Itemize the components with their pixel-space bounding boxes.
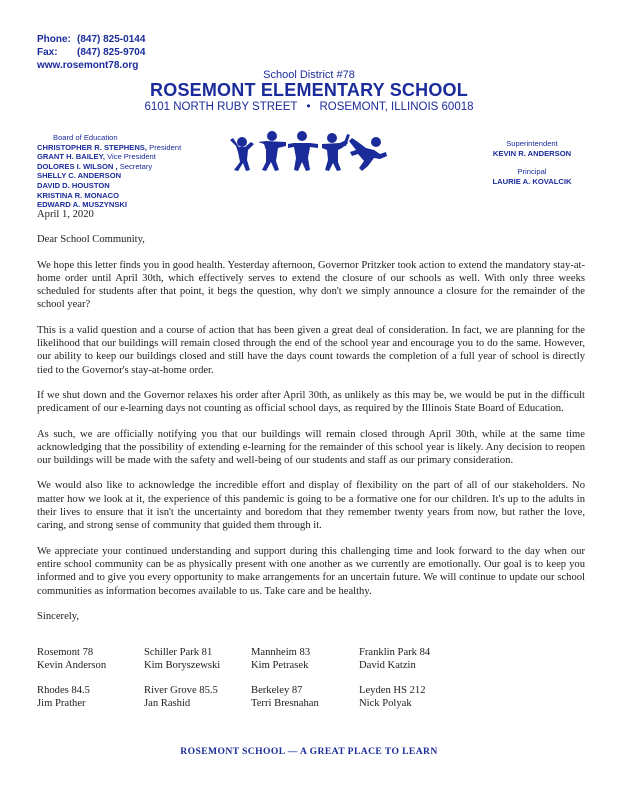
contact-block: [37, 33, 145, 72]
fax-number: (847) 825-9704: [77, 47, 146, 58]
phone-line: [37, 33, 145, 46]
footer-motto: ROSEMONT SCHOOL — A GREAT PLACE TO LEARN: [180, 746, 438, 757]
board-heading: Board of Education: [53, 133, 118, 142]
street-address: 6101 NORTH RUBY STREET: [144, 101, 298, 113]
board-member: CHRISTOPHER R. STEPHENS, President: [37, 142, 182, 152]
signature-block: [144, 684, 264, 710]
signature-block: [37, 646, 157, 672]
fax-line: [37, 46, 145, 59]
signature-name: Nick Polyak: [359, 698, 412, 710]
letter-closing: Sincerely,: [37, 610, 79, 622]
letter-paragraph: We appreciate your continued understanding and support during this challenging time and look forward to the day when our entire school community can be as physically present with one another as we currently are emotionally. Our goal is to keep you informed and to give you every opportunity to make arrangements for an uncertain future. We will continue to update our school communities as information becomes available to us. Take care and be healthy.: [37, 545, 585, 597]
superintendent-name: KEVIN R. ANDERSON: [492, 148, 572, 158]
signature-district: Berkeley 87: [251, 685, 303, 696]
fax-label: Fax:: [37, 47, 58, 58]
principal-name: LAURIE A. KOVALCIK: [492, 176, 572, 186]
signature-district: Franklin Park 84: [359, 647, 431, 658]
address-separator: •: [306, 101, 311, 113]
board-member: EDWARD A. MUSZYNSKI: [37, 200, 128, 210]
signature-name: Jan Rashid: [144, 698, 191, 710]
administration-block: [462, 139, 602, 186]
signature-block: [359, 646, 479, 672]
signature-name: Kevin Anderson: [37, 660, 107, 672]
board-member: KRISTINA R. MONACO: [37, 190, 119, 200]
letter-salutation: Dear School Community,: [37, 234, 145, 246]
school-address: [0, 101, 618, 113]
letter-paragraph: This is a valid question and a course of action that has been given a great deal of consideration. In fact, we are planning for the likelihood that our buildings will remain closed through the end of the school year and encourage you to do the same. However, our ability to keep our buildings closed and still have the days count towards the completion of a full year of school is directly tied to the Governor's stay-at-home order.: [37, 324, 585, 376]
signature-block: [251, 646, 371, 672]
signature-name: Kim Petrasek: [251, 660, 309, 672]
signature-district: Schiller Park 81: [144, 647, 213, 658]
school-name: ROSEMONT ELEMENTARY SCHOOL: [150, 80, 468, 100]
signature-district: Rosemont 78: [37, 647, 94, 658]
signature-block: [251, 684, 371, 710]
letter-paragraph: As such, we are officially notifying you that our buildings will remain closed through April 30th, while at the same time acknowledging that the possibility of extending e-learning for the remainder of this school year is likely. Any decision to reopen our buildings will be made with the safety and well-being of our students and staff as our primary consideration.: [37, 428, 585, 467]
letter-paragraph: We hope this letter finds you in good health. Yesterday afternoon, Governor Pritzker took action to extend the mandatory stay-at-home order until April 30th, which effectively serves to extend the closure of our schools as well. With only three weeks scheduled for students after that point, it begs the question, why don't we simply announce a closure for the remainder of the school year?: [37, 259, 585, 311]
letter-paragraph: If we shut down and the Governor relaxes his order after April 30th, as unlikely as this may be, we would be put in the difficult predicament of our e-learning days not counting as official school days, as required by the Illinois State Board of Education.: [37, 389, 585, 415]
board-of-education: [37, 133, 181, 210]
signature-district: Mannheim 83: [251, 647, 311, 658]
letter-date: April 1, 2020: [37, 209, 94, 220]
board-member: DOLORES I. WILSON , Secretary: [37, 161, 153, 171]
signature-district: River Grove 85.5: [144, 685, 218, 696]
board-member: DAVID D. HOUSTON: [37, 180, 110, 190]
city-address: ROSEMONT, ILLINOIS 60018: [319, 101, 474, 113]
phone-number: (847) 825-0144: [77, 34, 146, 45]
signature-block: [144, 646, 264, 672]
district-label: School District #78: [263, 69, 355, 81]
children-logo-icon: [228, 128, 388, 172]
principal-title: Principal: [517, 167, 547, 177]
signature-district: Rhodes 84.5: [37, 685, 90, 696]
letter-paragraph: We would also like to acknowledge the incredible effort and display of flexibility on the part of all of our stakeholders. No matter how we look at it, the experience of this pandemic is going to be a formative one for our children. It's up to the adults in their lives to ensure that it isn't the uncertainty and boredom that they remember twenty years from now, but rather the love, caring, and strong sense of community that guided them through it.: [37, 480, 585, 532]
website-link[interactable]: www.rosemont78.org: [37, 60, 139, 71]
board-member: GRANT H. BAILEY, Vice President: [37, 152, 156, 162]
superintendent-title: Superintendent: [506, 139, 558, 148]
signature-name: Jim Prather: [37, 698, 86, 710]
signature-name: Terri Bresnahan: [251, 698, 319, 710]
phone-label: Phone:: [37, 34, 71, 45]
signature-name: David Katzin: [359, 660, 416, 672]
signature-district: Leyden HS 212: [359, 685, 426, 696]
signature-name: Kim Boryszewski: [144, 660, 221, 672]
letter-body: [37, 208, 585, 635]
signature-block: [359, 684, 479, 710]
signature-block: [37, 684, 157, 710]
board-member: SHELLY C. ANDERSON: [37, 171, 122, 181]
